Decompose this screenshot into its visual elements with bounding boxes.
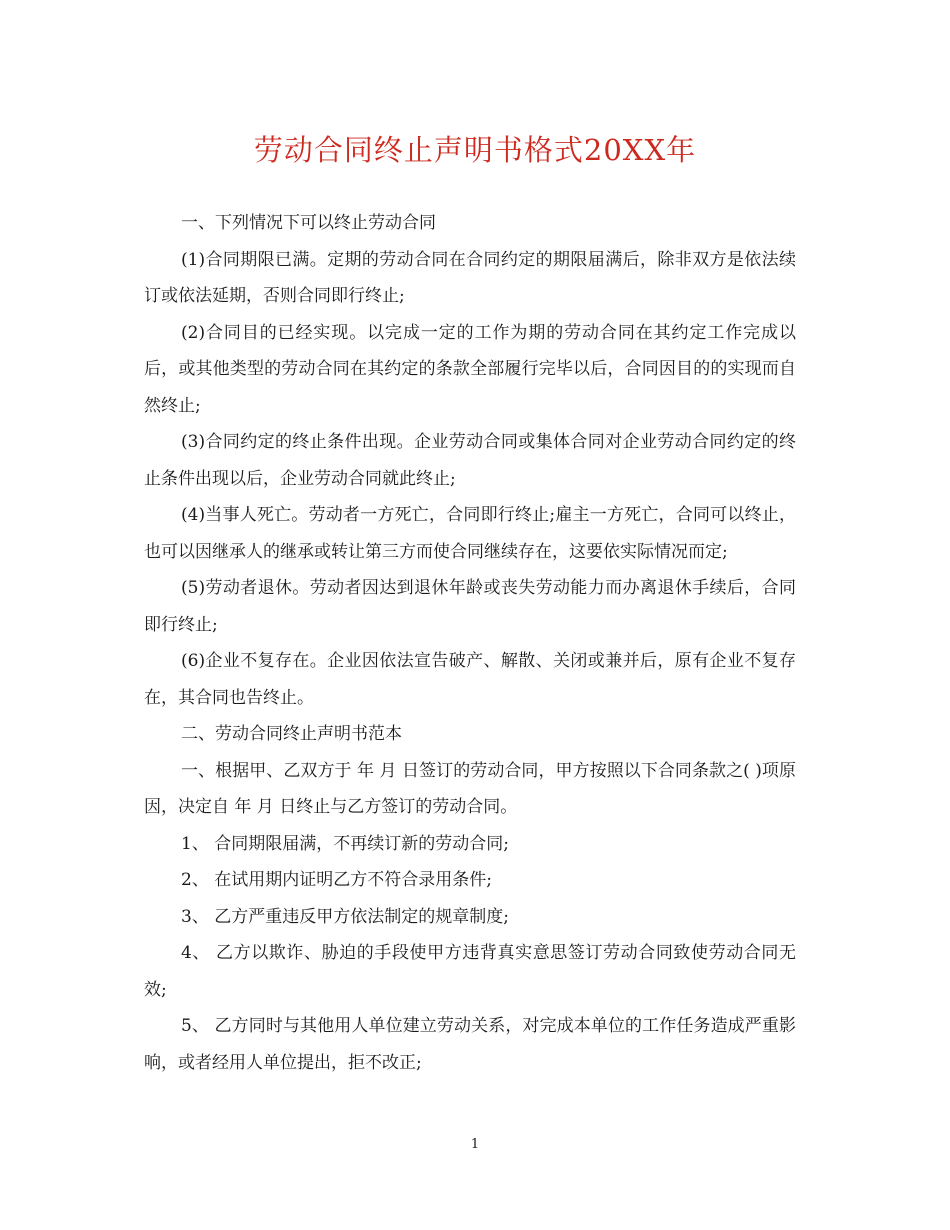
paragraph: (3)合同约定的终止条件出现。企业劳动合同或集体合同对企业劳动合同约定的终止条件出现以后，企业劳动合同就此终止;	[144, 432, 796, 489]
paragraph: 一、根据甲、乙双方于 年 月 日签订的劳动合同，甲方按照以下合同条款之( )项原因，决定自 年 月 日终止与乙方签订的劳动合同。	[144, 760, 796, 817]
list-item: 3、 乙方严重违反甲方依法制定的规章制度;	[181, 906, 509, 927]
section-heading: 二、劳动合同终止声明书范本	[181, 724, 402, 744]
paragraph: (5)劳动者退休。劳动者因达到退休年龄或丧失劳动能力而办离退休手续后，合同即行终止;	[144, 578, 796, 635]
list-item: 1、 合同期限届满，不再续订新的劳动合同;	[181, 833, 509, 854]
paragraph: (6)企业不复存在。企业因依法宣告破产、解散、关闭或兼并后，原有企业不复存在，其合同也告终止。	[144, 651, 796, 708]
list-item: 2、 在试用期内证明乙方不符合录用条件;	[181, 870, 492, 890]
page-number: 1	[470, 1137, 480, 1152]
page-title: 劳动合同终止声明书格式20XX年	[253, 133, 697, 167]
document-body	[144, 205, 796, 1081]
paragraph: (2)合同目的已经实现。以完成一定的工作为期的劳动合同在其约定工作完成以后，或其他类型的劳动合同在其约定的条款全部履行完毕以后，合同因目的的实现而自然终止;	[144, 322, 796, 416]
section-heading: 一、下列情况下可以终止劳动合同	[181, 213, 436, 233]
paragraph: (4)当事人死亡。劳动者一方死亡，合同即行终止;雇主一方死亡，合同可以终止，也可以因继承人的继承或转让第三方而使合同继续存在，这要依实际情况而定;	[144, 505, 796, 562]
paragraph: (1)合同期限已满。定期的劳动合同在合同约定的期限届满后，除非双方是依法续订或依法延期，否则合同即行终止;	[144, 249, 796, 306]
list-item: 4、 乙方以欺诈、胁迫的手段使甲方违背真实意思签订劳动合同致使劳动合同无效;	[144, 943, 796, 1000]
list-item: 5、 乙方同时与其他用人单位建立劳动关系，对完成本单位的工作任务造成严重影响，或者经用人单位提出，拒不改正;	[144, 1016, 796, 1073]
